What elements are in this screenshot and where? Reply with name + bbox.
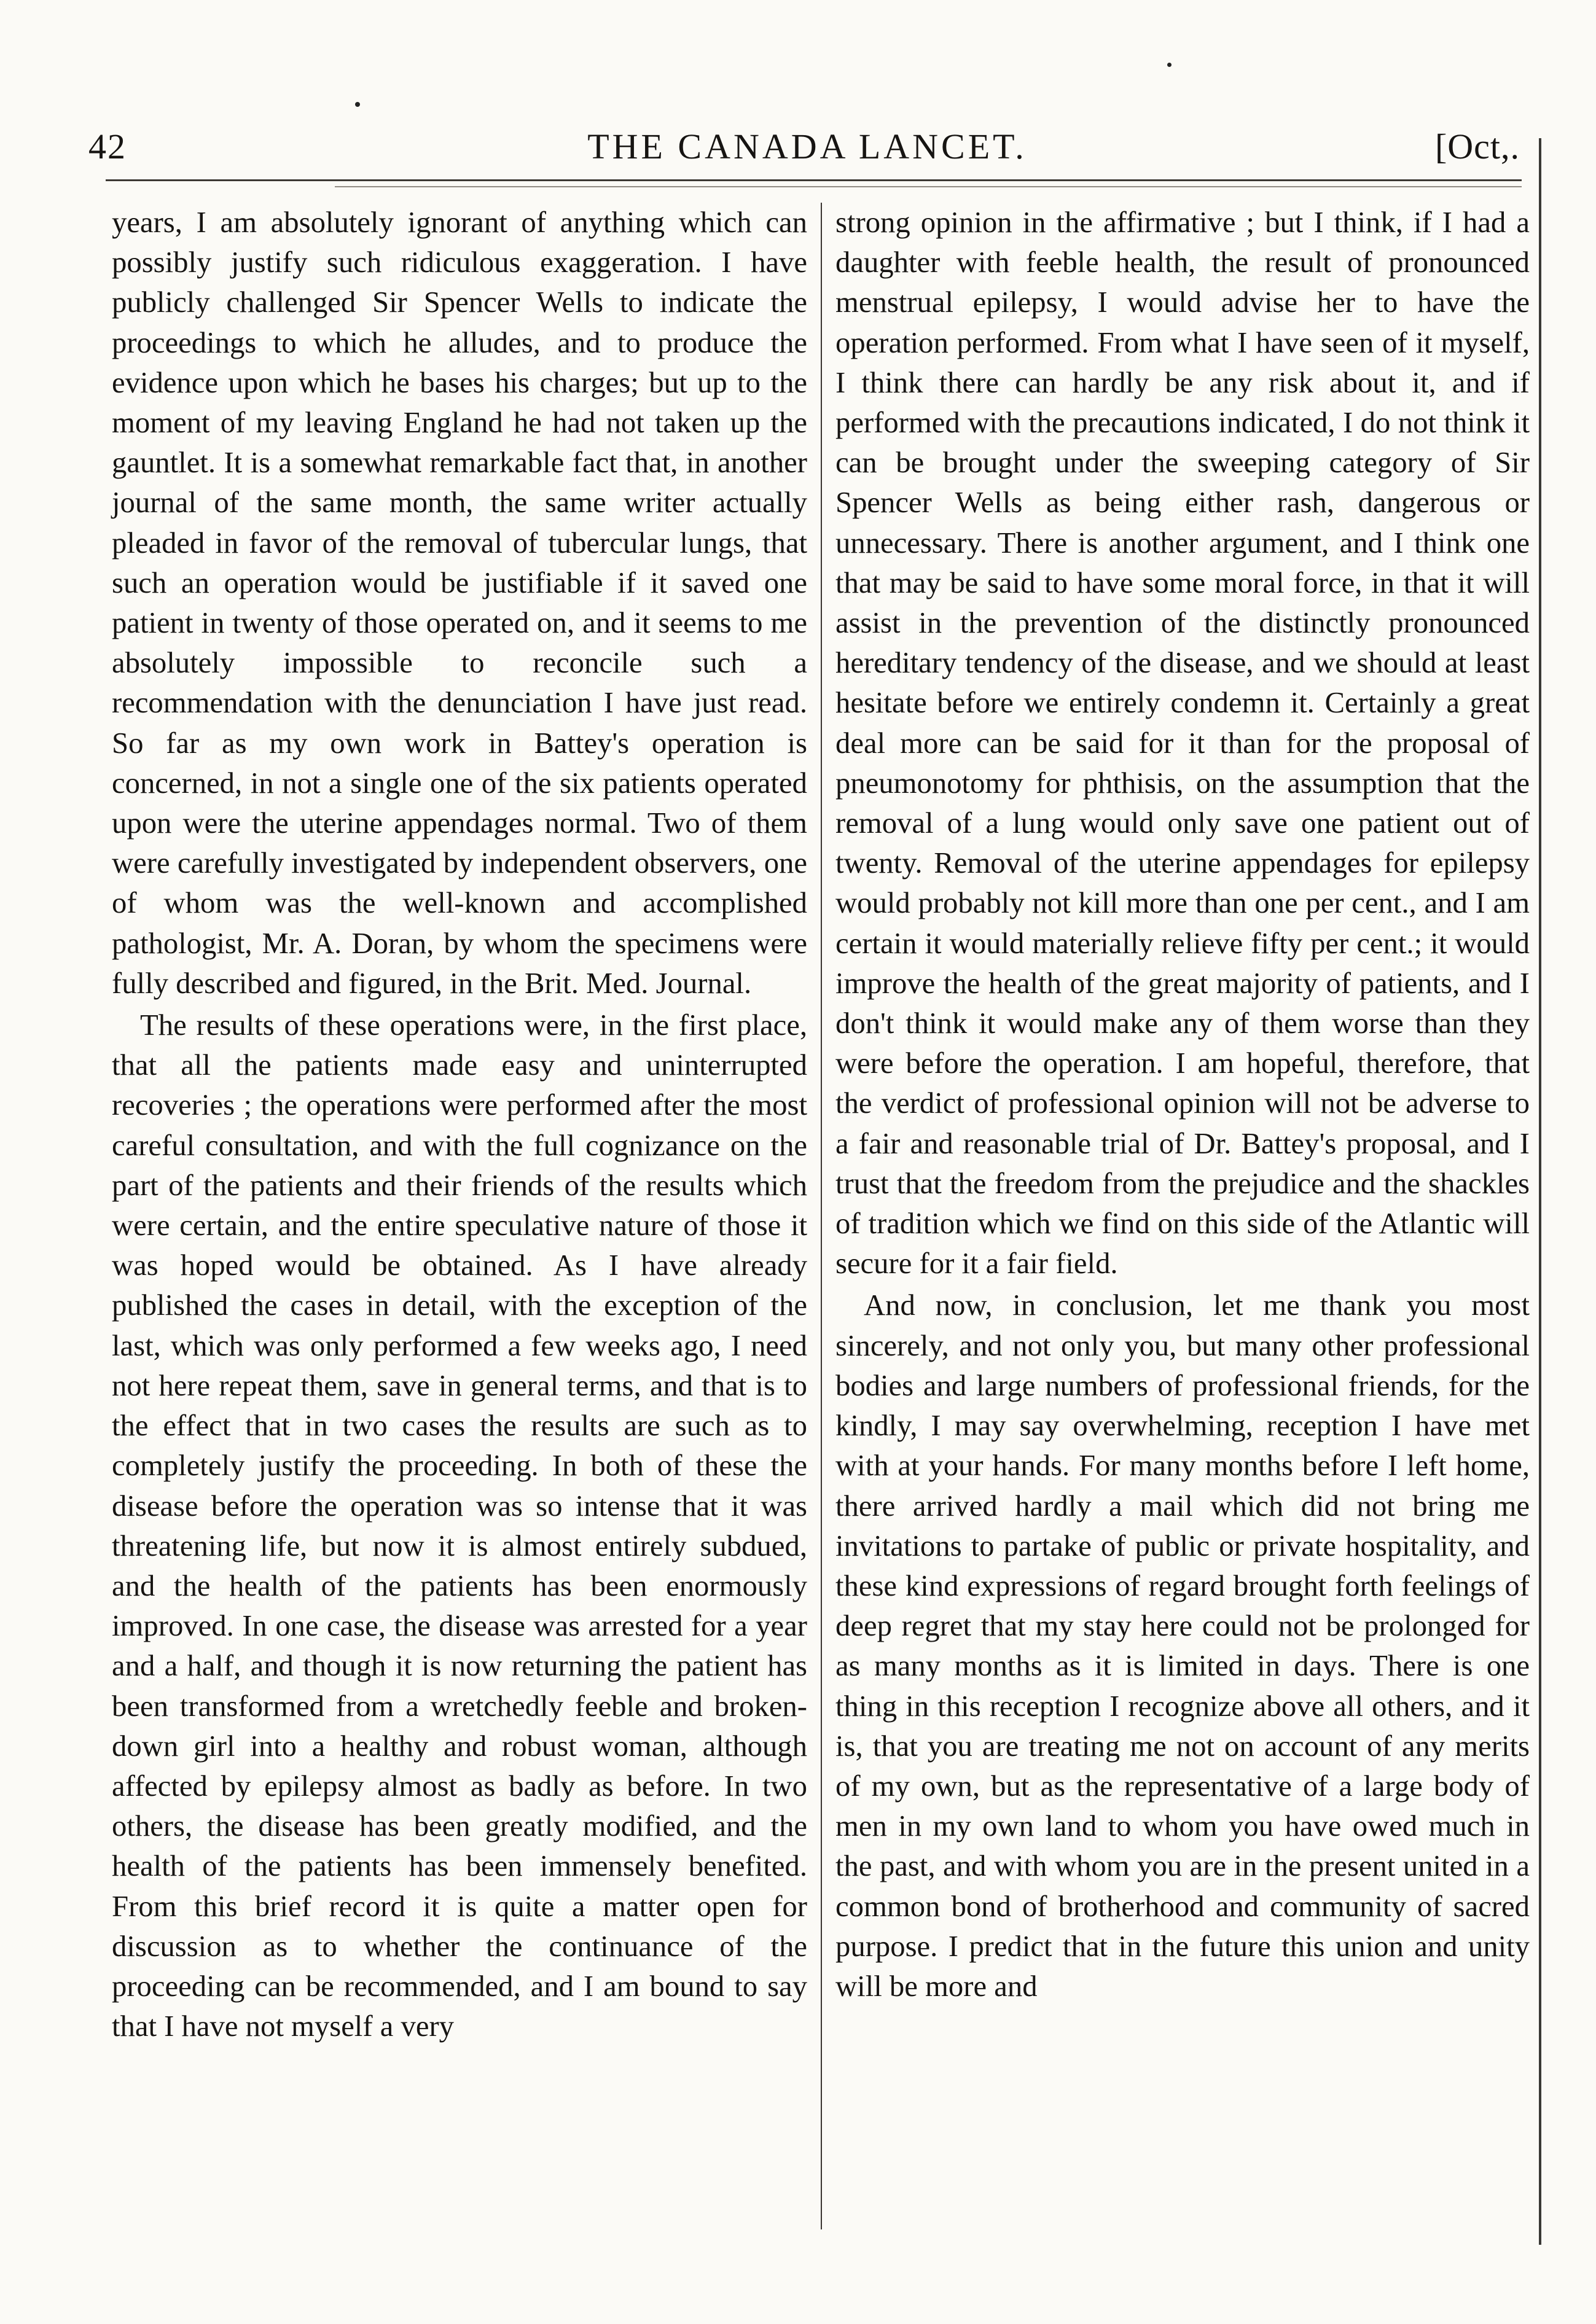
left-paragraph-2: The results of these operations were, in the first place, that all the patients made easy and uninterrupted recoveries ; the operations were performed after the most careful consultation, and with the full cognizance on the part of the patients and their friends of the results which were certain, and the entire speculative nature of those it was hoped would be obtained. As I have already published the cases in detail, with the exception of the last, which was only performed a few weeks ago, I need not here repeat them, save in general terms, and that is to the effect that in two cases the results are such as to completely justify the proceeding. In both of these the disease before the operation was so intense that it was threatening life, but now it is almost entirely subdued, and the health of the patients has been enormously improved. In one case, the disease was arrested for a year and a half, and though it is now returning the patient has been transformed from a wretchedly feeble and broken-down girl into a healthy and robust woman, although affected by epilepsy almost as badly as before. In two others, the disease has been greatly modified, and the health of the patients has been immensely benefited. From this brief record it is quite a matter open for discussion as to whether the continuance of the proceeding can be recommended, and I am bound to say that I have not myself a very xyxy=(112,1008,807,2043)
page-edge xyxy=(1539,138,1541,2245)
page-header xyxy=(88,126,1526,169)
left-column xyxy=(112,203,807,2046)
journal-title: THE CANADA LANCET. xyxy=(587,127,1027,166)
issue-month: [Oct,. xyxy=(1434,127,1520,166)
right-paragraph-2: And now, in conclusion, let me thank you most sincerely, and not only you, but many other professional bodies and large numbers of professional friends, for the kindly, I may say overwhelming, reception I have met with at your hands. For many months before I left home, there arrived hardly a mail which did not bring me invitations to partake of public or private hospitality, and these kind expressions of regard brought forth feelings of deep regret that my stay here could not be prolonged for as many months as it is limited in days. There is one thing in this reception I recognize above all others, and it is, that you are treating me not on account of any merits of my own, but as the representative of a large body of men in my own land to whom you have owed much in the past, and with whom you are in the present united in a common bond of brotherhood and community of sacred purpose. I predict that in the future this union and unity will be more and xyxy=(835,1289,1530,2003)
ink-speck xyxy=(1167,63,1172,67)
left-paragraph-1: years, I am absolutely ignorant of anything which can possibly justify such ridiculous exaggeration. I have publicly challenged Sir Spencer Wells to indicate the proceedings to which he alludes, and to produce the evidence upon which he bases his charges; but up to the moment of my leaving England he had not taken up the gauntlet. It is a somewhat remarkable fact that, in another journal of the same month, the same writer actually pleaded in favor of the removal of tubercular lungs, that such an operation would be justifiable if it saved one patient in twenty of those operated on, and it seems to me absolutely impossible to reconcile such a recommendation with the denunciation I have just read. So far as my own work in Battey's operation is concerned, in not a single one of the six patients operated upon were the uterine appendages normal. Two of them were carefully investigated by independent observers, one of whom was the well-known and accomplished pathologist, Mr. A. Doran, by whom the specimens were fully described and figured, in the Brit. Med. Journal. xyxy=(112,206,807,1000)
right-paragraph-1: strong opinion in the affirmative ; but I think, if I had a daughter with feeble health, the result of pronounced menstrual epilepsy, I would advise her to have the operation performed. From what I have seen of it myself, I think there can hardly be any risk about it, and if performed with the precautions indicated, I do not think it can be brought under the sweeping category of Sir Spencer Wells as being either rash, dangerous or unnecessary. There is another argument, and I think one that may be said to have some moral force, in that it will assist in the prevention of the distinctly pronounced hereditary tendency of the disease, and we should at least hesitate before we entirely condemn it. Certainly a great deal more can be said for it than for the proposal of pneumonotomy for phthisis, on the assumption that the removal of a lung would only save one patient out of twenty. Removal of the uterine appendages for epilepsy would probably not kill more than one per cent., and I am certain it would materially relieve fifty per cent.; it would improve the health of the great majority of patients, and I don't think it would make any of them worse than they were before the operation. I am hopeful, therefore, that the verdict of professional opinion will not be adverse to a fair and reasonable trial of Dr. Battey's proposal, and I trust that the freedom from the prejudice and the shackles of tradition which we find on this side of the Atlantic will secure for it a fair field. xyxy=(835,206,1530,1281)
page-number: 42 xyxy=(88,127,127,166)
header-rule-secondary xyxy=(335,186,1522,187)
column-divider xyxy=(821,203,822,2229)
header-rule xyxy=(106,179,1522,181)
ink-speck xyxy=(355,102,360,107)
right-column xyxy=(835,203,1530,2006)
